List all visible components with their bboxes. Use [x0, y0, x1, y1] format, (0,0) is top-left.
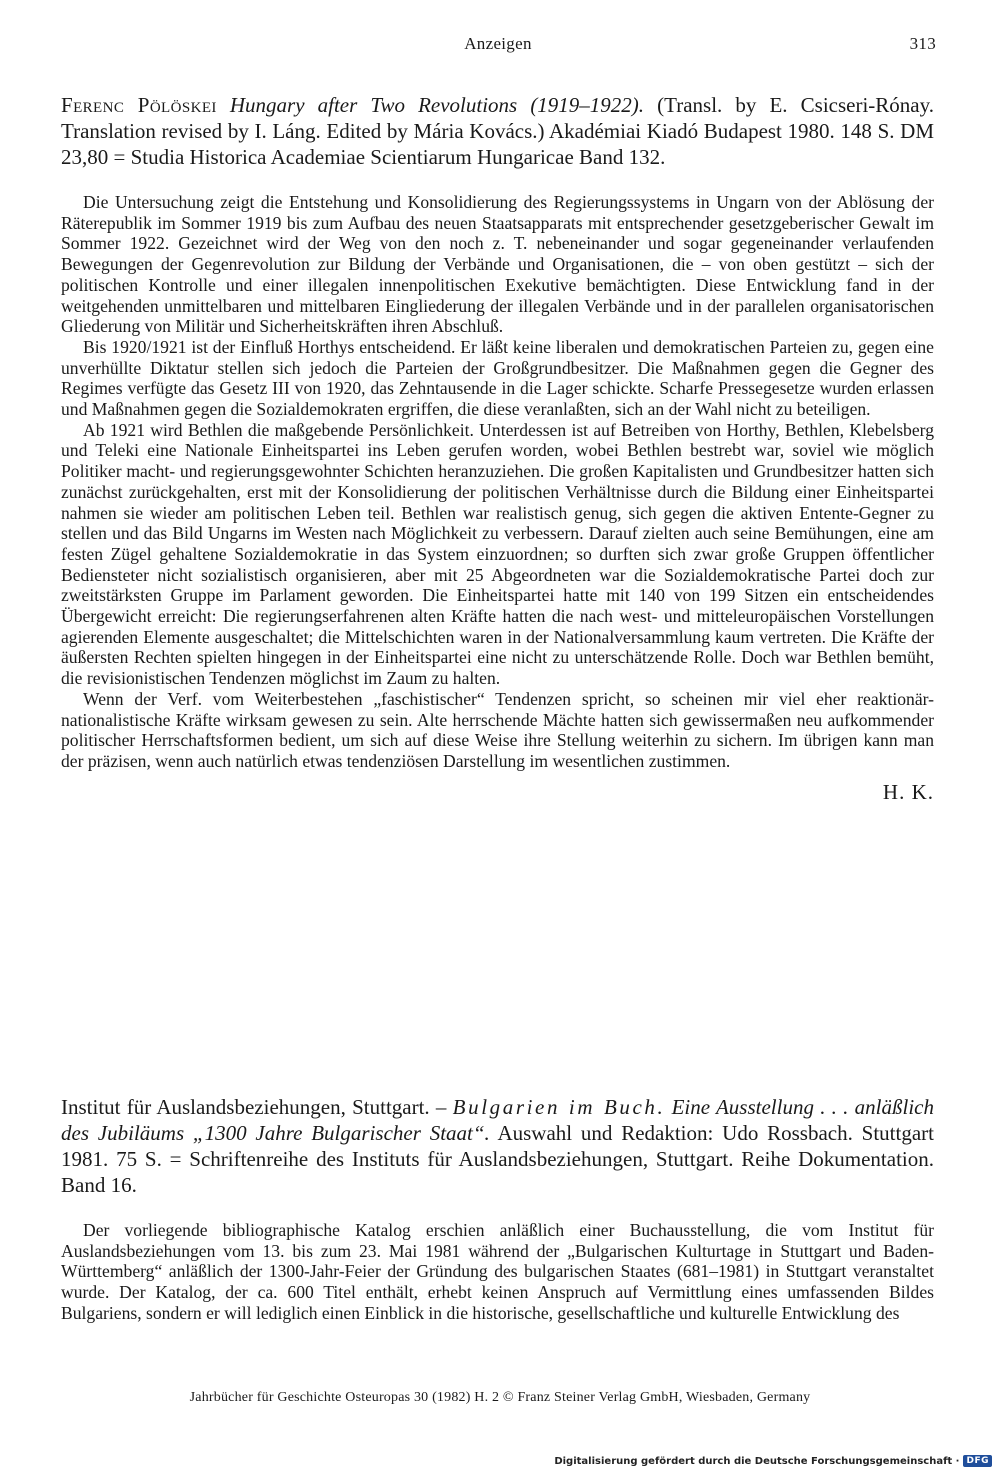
review-paragraph: Bis 1920/1921 ist der Einfluß Horthys entscheidend. Er läßt keine liberalen und demokratischen Parteien zu, gegen eine unverhüllte Diktatur stellen sich jedoch die Parteien der Großgrundbesitzer. Die Maßnahmen gegen die Gegner des Regimes verfügte das Gesetz III von 1920, das Zehntausende in die Lager schickte. Scharfe Pressegesetze wurden erlassen und Maßnahmen gegen die Sozialdemokraten ergriffen, die diese veranlaßten, sich an der Wahl nicht zu beteiligen. — [61, 336, 934, 420]
running-head — [60, 34, 936, 58]
book-title: Eine Ausstellung . . . anläßlich des Jubiläums „1300 Jahre Bulgarischer Staat“. — [61, 1095, 934, 1145]
book-title: Hungary after Two Revolutions (1919–1922). — [229, 93, 645, 117]
publisher-name: Institut für Auslandsbeziehungen, Stuttgart. – — [61, 1095, 453, 1119]
review-poloskei — [61, 92, 934, 805]
journal-footer: Jahrbücher für Geschichte Osteuropas 30 (1982) H. 2 © Franz Steiner Verlag GmbH, Wiesbaden, Germany — [189, 1390, 811, 1405]
bibliographic-citation — [61, 92, 934, 170]
dfg-notice-text: Digitalisierung gefördert durch die Deutsche Forschungsgemeinschaft · — [554, 1455, 960, 1467]
review-paragraph: Der vorliegende bibliographische Katalog erschien anläßlich einer Buchausstellung, die vom Institut für Auslandsbeziehungen vom 13. bis zum 23. Mai 1981 während der „Bulgarischen Kulturtage in Stuttgart und Baden-Württemberg“ anläßlich der 1300-Jahr-Feier der Gründung des bulgarischen Staates (681–1981) in Stuttgart veranstaltet wurde. Der Katalog, der ca. 600 Titel enthält, erhebt keinen Anspruch auf Vermittlung eines umfassenden Bildes Bulgariens, sondern er will lediglich einen Einblick in die historische, gesellschaftliche und kulturelle Entwicklung des — [61, 1220, 934, 1323]
dfg-logo: DFG — [963, 1455, 992, 1467]
book-title-spaced: Bulgarien im Buch. — [452, 1095, 666, 1119]
citation-details: (Transl. by E. Csicseri-Rónay. Translation revised by I. Láng. Edited by Mária Kovács.) Akadémiai Kiadó Budapest 1980. 148 S. DM 23,80 = Studia Historica Academiae Scientiarum Hungaricae Band 132. — [61, 93, 935, 169]
page-number: 313 — [909, 34, 936, 53]
review-bulgarien — [61, 1094, 934, 1324]
bibliographic-citation — [61, 1094, 934, 1198]
author-name: Ferenc Pölöskei — [61, 93, 217, 117]
dfg-notice — [554, 1452, 992, 1470]
review-body — [61, 192, 934, 772]
review-paragraph: Die Untersuchung zeigt die Entstehung und Konsolidierung des Regierungssystems in Ungarn von der Ablösung der Räterepublik im Sommer 1919 bis zum Aufbau des neuen Staatsapparats mit entsprechender gesetzgeberischer Gewalt im Sommer 1922. Gezeichnet wird der Weg von den noch z. T. nebeneinander und sogar gegeneinander verlaufenden Bewegungen der Gegenrevolution zur Bildung der Verbände und Organisationen, die – von oben gestützt – sich der politischen Kontrolle und einer illegalen innenpolitischen Exekutive bemächtigten. Diese Entwicklung fand in der weitgehenden unmittelbaren und mittelbaren Eingliederung der illegalen Verbände und in der parallelen organisatorischen Gliederung von Militär und Sicherheitskräften ihren Abschluß. — [61, 192, 934, 337]
review-paragraph: Wenn der Verf. vom Weiterbestehen „faschistischer“ Tendenzen spricht, so scheinen mir viel eher reaktionär-nationalistische Kräfte wirksam gewesen zu sein. Alte herrschende Mächte hatten sich gewissermaßen neu aufkommender politischer Herrschaftsformen bedient, um sich auf diese Weise ihre Stellung weiterhin zu sichern. Im übrigen kann man der präzisen, wenn auch natürlich etwas tendenziösen Darstellung im wesentlichen zustimmen. — [61, 688, 934, 771]
section-title: Anzeigen — [464, 34, 532, 53]
review-paragraph: Ab 1921 wird Bethlen die maßgebende Persönlichkeit. Unterdessen ist auf Betreiben von Horthy, Bethlen, Klebelsberg und Teleki eine Nationale Einheitspartei ins Leben gerufen worden, wobei Bethlen bestrebt war, soviel wie möglich Politiker macht- und regierungsgewohnter Schichten heranzuziehen. Die großen Kapitalisten und Grundbesitzer hatten sich zunächst zurückgehalten, erst mit der Konsolidierung der politischen Verhältnisse durch die Bildung einer Einheitspartei nahmen sie wieder am politischen Leben teil. Bethlen war realistisch genug, sich gegen die aktiven Entente-Gegner zu stellen und das Bild Ungarns im Westen nach Möglichkeit zu verbessern. Darauf zielten auch seine Bemühungen, eine am festen Zügel gehaltene Sozialdemokratie in das System einzuordnen; so durften sich zwar große Gruppen öffentlicher Bediensteter nicht sozialistisch organisieren, aber mit 25 Abgeordneten war die Sozialdemokratische Partei doch zur zweitstärksten Gruppe im Parlament geworden. Die Einheitspartei hatte mit 140 von 199 Sitzen ein entscheidendes Übergewicht erreicht: Die regierungserfahrenen alten Kräfte hatten die nach west- und mitteleuropäischen Vorstellungen agierenden Elemente ausgeschaltet; die Mittelschichten waren in der Nationalversammlung kaum vertreten. Die Kräfte der äußersten Rechten spielten hingegen in der Einheitspartei eine nicht zu unterschätzende Rolle. Doch war Bethlen bemüht, die revisionistischen Tendenzen möglichst im Zaum zu halten. — [61, 419, 934, 689]
citation-details: Auswahl und Redaktion: Udo Rossbach. Stuttgart 1981. 75 S. = Schriftenreihe des Instituts für Auslandsbeziehungen, Stuttgart. Reihe Dokumentation. Band 16. — [61, 1121, 934, 1197]
review-body — [61, 1220, 934, 1324]
reviewer-signature: H. K. — [882, 779, 934, 804]
